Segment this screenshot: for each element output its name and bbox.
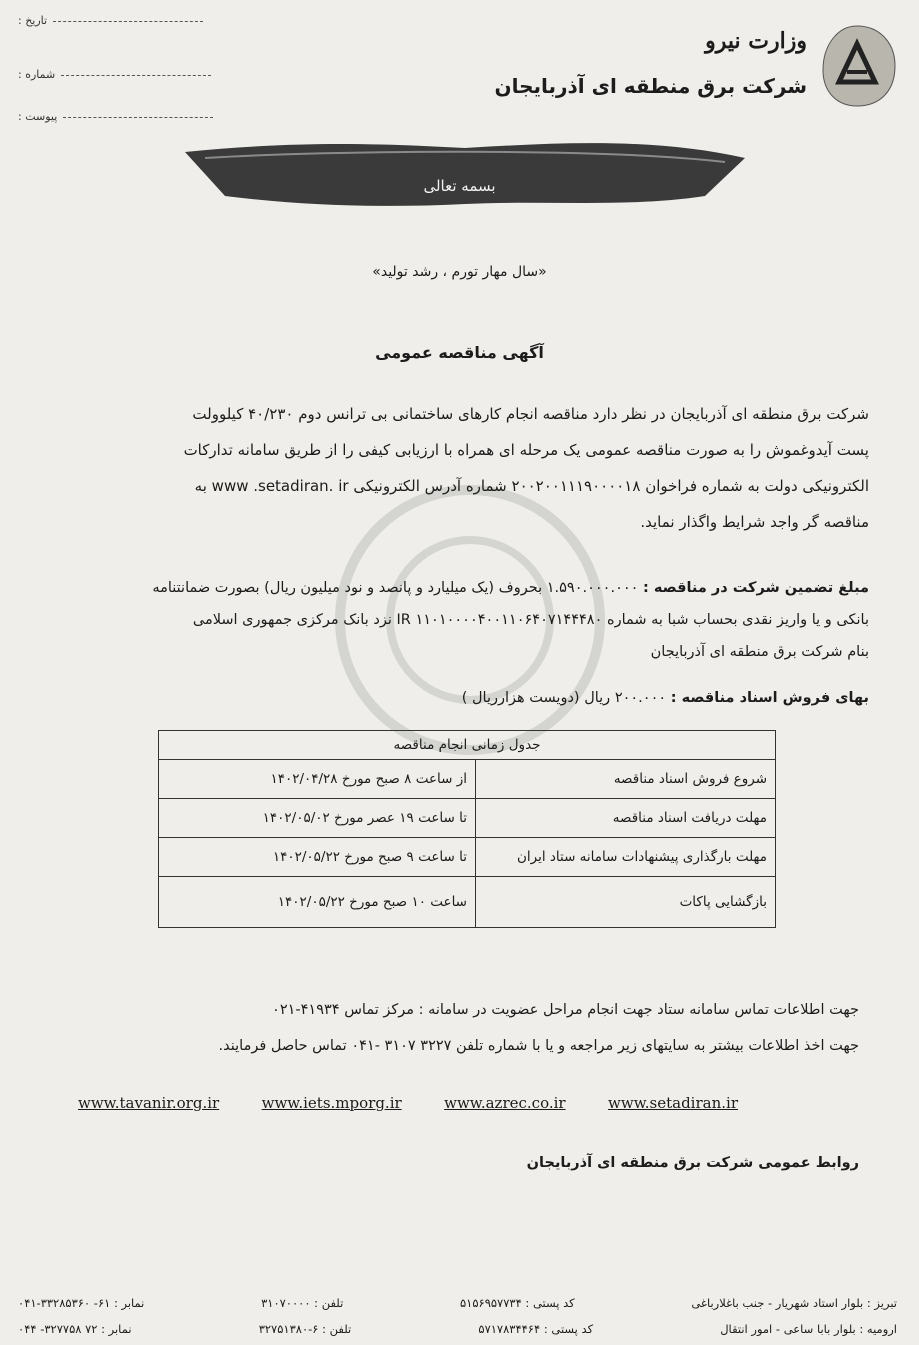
contact-line: جهت اطلاعات تماس سامانه ستاد جهت انجام مراحل عضویت در سامانه : مرکز تماس ۴۱۹۳۴-۰۲۱ xyxy=(272,1002,859,1018)
price-label: بهای فروش اسناد مناقصه : xyxy=(670,690,869,706)
body-line: الکترونیکی دولت به شماره فراخوان ۲۰۰۲۰۰۱۱۱۹۰۰۰۰۱۸ شماره آدرس الکترونیکی www .setadiran. ir به xyxy=(194,477,869,495)
body-line: مناقصه گر واجد شرایط واگذار نماید. xyxy=(640,513,869,531)
guarantee-line: بنام شرکت برق منطقه ای آذربایجان xyxy=(650,644,869,660)
company-name: شرکت برق منطقه ای آذربایجان xyxy=(494,74,807,98)
schedule-time: تا ساعت ۹ صبح مورخ ۱۴۰۲/۰۵/۲۲ xyxy=(159,838,476,877)
footer-postal: کد پستی : ۵۱۵۶۹۵۷۷۳۴ xyxy=(459,1296,575,1310)
contact-line: جهت اخذ اطلاعات بیشتر به سایتهای زیر مراجعه و یا با شماره تلفن ۳۲۲۷ ۳۱۰۷ -۰۴۱ تماس حاصل فرمایند. xyxy=(218,1038,859,1054)
ministry-name: وزارت نیرو xyxy=(705,28,807,54)
website-link[interactable]: www.setadiran.ir xyxy=(608,1094,738,1112)
website-link[interactable]: www.iets.mporg.ir xyxy=(261,1094,402,1112)
date-label: تاریخ : xyxy=(18,14,48,27)
bismillah-text: بسمه تعالی xyxy=(423,177,496,195)
schedule-time: از ساعت ۸ صبح مورخ ۱۴۰۲/۰۴/۲۸ xyxy=(159,760,476,799)
footer-fax: نمابر : ۷۲ ۳۲۷۷۵۸- ۰۴۴ xyxy=(18,1322,132,1336)
footer-row-urmia xyxy=(18,1316,897,1342)
footer-row-tabriz xyxy=(18,1290,897,1316)
schedule-header-row xyxy=(159,731,776,760)
number-label: شماره : xyxy=(18,68,56,81)
footer-addresses xyxy=(18,1290,897,1342)
guarantee-section xyxy=(70,572,869,668)
footer-fax: نمابر : ۶۱- ۳۳۲۸۵۳۶۰-۰۴۱ xyxy=(18,1296,145,1310)
schedule-title: جدول زمانی انجام مناقصه xyxy=(159,731,776,760)
body-line: پست آیدوغموش را به صورت مناقصه عمومی یک مرحله ای همراه با ارزیابی کیفی را از طریق سامانه تدارکات xyxy=(183,441,869,459)
contact-info xyxy=(60,992,859,1064)
body-line: شرکت برق منطقه ای آذربایجان در نظر دارد مناقصه انجام کارهای ساختمانی بی ترانس دوم ۴۰/۲۳۰ کیلوولت xyxy=(192,405,869,423)
footer-phone: تلفن : ۳۱۰۷۰۰۰۰ xyxy=(261,1296,344,1310)
number-field xyxy=(18,68,211,81)
schedule-event: مهلت بارگذاری پیشنهادات سامانه ستاد ایران xyxy=(476,838,776,877)
table-row xyxy=(159,838,776,877)
guarantee-line: بانکی و یا واریز نقدی بحساب شبا به شماره ۱۱۰۱۰۰۰۰۴۰۰۱۱۰۶۴۰۷۱۴۴۴۸۰ IR نزد بانک مرکزی جمهوری اسلامی xyxy=(192,612,869,628)
schedule-event: بازگشایی پاکات xyxy=(476,877,776,928)
website-links xyxy=(78,1094,738,1112)
website-link[interactable]: www.tavanir.org.ir xyxy=(78,1094,220,1112)
schedule-time: ساعت ۱۰ صبح مورخ ۱۴۰۲/۰۵/۲۲ xyxy=(159,877,476,928)
document-price xyxy=(70,690,869,706)
schedule-event: شروع فروش اسناد مناقصه xyxy=(476,760,776,799)
footer-address: ارومیه : بلوار بابا ساعی - امور انتقال xyxy=(720,1322,897,1336)
header-banner xyxy=(185,138,745,208)
guarantee-amount: ۱.۵۹۰.۰۰۰.۰۰۰ بحروف (یک میلیارد و پانصد و نود میلیون ریال) بصورت ضمانتنامه xyxy=(152,580,639,596)
footer-address: تبریز : بلوار استاد شهریار - جنب باغلارباغی xyxy=(691,1296,897,1310)
notice-title: آگهی مناقصه عمومی xyxy=(375,343,544,362)
guarantee-label: مبلغ تضمین شرکت در مناقصه : xyxy=(643,580,869,596)
table-row xyxy=(159,799,776,838)
table-row xyxy=(159,760,776,799)
notice-body xyxy=(70,396,869,540)
attachment-field xyxy=(18,110,213,123)
attachment-label: پیوست : xyxy=(18,110,58,123)
schedule-event: مهلت دریافت اسناد مناقصه xyxy=(476,799,776,838)
footer-postal: کد پستی : ۵۷۱۷۸۳۴۴۶۴ xyxy=(478,1322,594,1336)
footer-phone: تلفن : ۶-۳۲۷۵۱۳۸۰ xyxy=(258,1322,352,1336)
year-slogan: «سال مهار تورم ، رشد تولید» xyxy=(372,264,547,280)
price-value: ۲۰۰.۰۰۰ ریال (دویست هزارریال ) xyxy=(461,690,667,706)
public-relations-signature: روابط عمومی شرکت برق منطقه ای آذربایجان xyxy=(526,1155,859,1171)
schedule-table xyxy=(158,730,776,928)
schedule-time: تا ساعت ۱۹ عصر مورخ ۱۴۰۲/۰۵/۰۲ xyxy=(159,799,476,838)
website-link[interactable]: www.azrec.co.ir xyxy=(444,1094,566,1112)
company-logo xyxy=(817,22,899,110)
table-row xyxy=(159,877,776,928)
date-field xyxy=(18,14,203,27)
